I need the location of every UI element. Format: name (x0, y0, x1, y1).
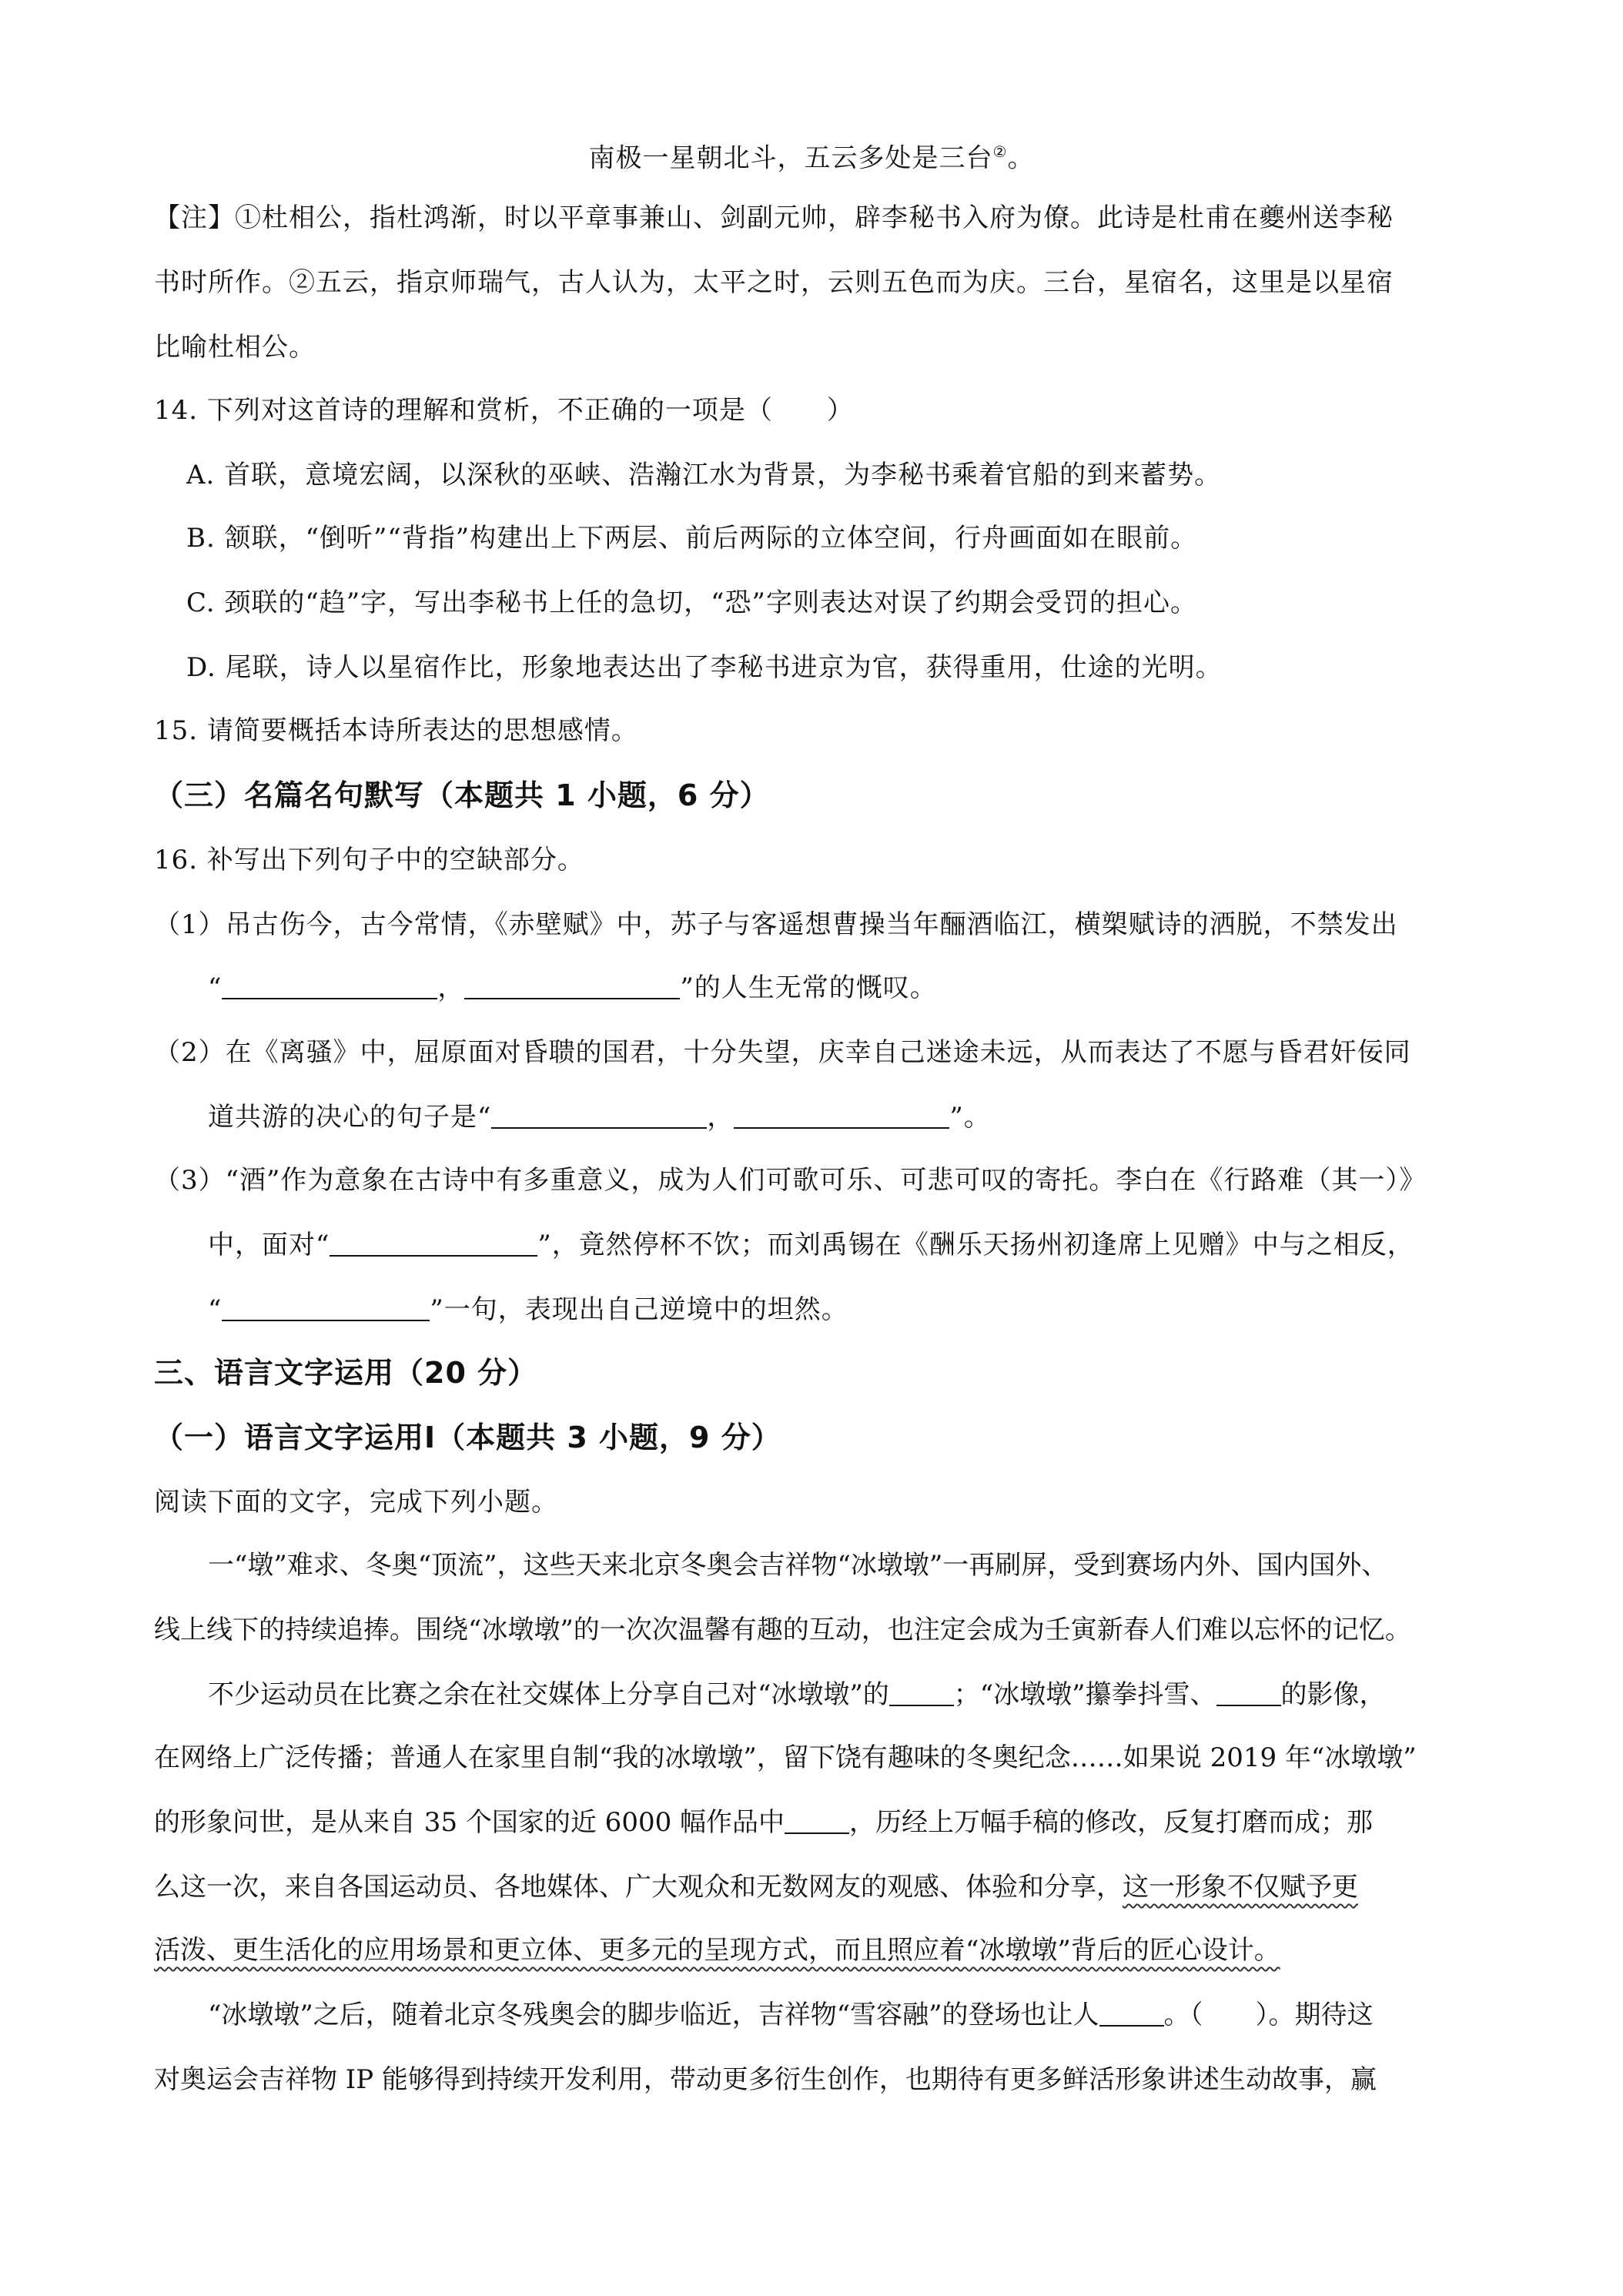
q16-part1-line2 (208, 969, 937, 1007)
passage-p2-line1 (208, 1675, 1386, 1714)
q14-option-c: C. 颈联的“趋”字，写出李秘书上任的急切，“恐”字则表达对误了约期会受罚的担心。 (186, 587, 1197, 618)
sentence-middle: ”，竟然停杯不饮；而刘禹锡在《酬乐天扬州初逢席上见赠》中与之相反， (537, 1230, 1414, 1260)
q14-option-a: A. 首联，意境宏阔，以深秋的巫峡、浩瀚江水为背景，为李秘书乘着官船的到来蓄势。 (186, 460, 1222, 490)
wavy-underlined-text: 活泼、更生活化的应用场景和更立体、更多元的呈现方式，而且照应着“冰墩墩”背后的匠心设计。 (154, 1935, 1280, 1966)
q14-option-d: D. 尾联，诗人以星宿作比，形象地表达出了李秘书进京为官，获得重用，仕途的光明。 (186, 652, 1223, 683)
q16-part3-line3 (208, 1290, 848, 1329)
fill-blank[interactable] (785, 1806, 849, 1834)
q16-part2-line1: （2）在《离骚》中，屈原面对昏聩的国君，十分失望，庆幸自己迷途未远，从而表达了不愿与昏君奸佞同 (154, 1037, 1411, 1068)
text-segment: 么这一次，来自各国运动员、各地媒体、广大观众和无数网友的观感、体验和分享， (154, 1872, 1123, 1903)
q14-option-b: B. 颔联，“倒听”“背指”构建出上下两层、前后两际的立体空间，行舟画面如在眼前。 (186, 523, 1198, 554)
wavy-underlined-text: 这一形象不仅赋予更 (1123, 1872, 1358, 1903)
section-heading: 三、语言文字运用（20 分） (154, 1356, 538, 1390)
fill-blank[interactable] (222, 1294, 430, 1321)
open-quote: “ (208, 1294, 223, 1325)
fill-blank[interactable] (1099, 1999, 1164, 2027)
note-line-1: 【注】①杜相公，指杜鸿渐，时以平章事兼山、剑副元帅，辟李秘书入府为僚。此诗是杜甫在夔州送李秘 (154, 202, 1394, 233)
text-segment: 的形象问世，是从来自 35 个国家的近 6000 幅作品中 (154, 1807, 785, 1838)
q16-part3-line1: （3）“酒”作为意象在古诗中有多重意义，成为人们可歌可乐、可悲可叹的寄托。李白在《行路难（其一）》 (154, 1165, 1427, 1196)
passage-p3-line2: 对奥运会吉祥物 IP 能够得到持续开发利用，带动更多衍生创作，也期待有更多鲜活形象讲述生动故事，赢 (154, 2064, 1377, 2095)
passage-p2-line5 (154, 1931, 1280, 1970)
question-15: 15. 请简要概括本诗所表达的思想感情。 (154, 715, 638, 746)
sentence-end: ”的人生无常的慨叹。 (680, 972, 937, 1003)
sentence-end: ”。 (949, 1102, 991, 1133)
text-segment: ；“冰墩墩”攥拳抖雪、 (953, 1679, 1216, 1710)
passage-p2-line3 (154, 1803, 1373, 1842)
text-segment: 不少运动员在比赛之余在社交媒体上分享自己对“冰墩墩”的 (208, 1679, 889, 1710)
q16-part2-line2 (208, 1098, 991, 1136)
text-segment: 。（ ）。期待这 (1163, 2000, 1374, 2030)
footnote-marker: ② (992, 142, 1008, 161)
text-segment: “冰墩墩”之后，随着北京冬残奥会的脚步临近，吉祥物“雪容融”的登场也让人 (208, 2000, 1099, 2030)
comma: ， (437, 972, 465, 1003)
section-three-sub-heading: （三）名篇名句默写（本题共 1 小题，6 分） (154, 778, 770, 812)
question-16-stem: 16. 补写出下列句子中的空缺部分。 (154, 845, 584, 875)
text-segment: 的影像， (1280, 1679, 1386, 1710)
sentence-start: 道共游的决心的句子是“ (208, 1102, 492, 1133)
fill-blank[interactable] (464, 972, 680, 999)
poem-text: 南极一星朝北斗，五云多处是三台 (588, 142, 993, 174)
poem-line (0, 132, 1623, 177)
passage-p2-line2: 在网络上广泛传播；普通人在家里自制“我的冰墩墩”，留下饶有趣味的冬奥纪念……如果说 2019 年“冰墩墩” (154, 1742, 1417, 1773)
fill-blank[interactable] (1216, 1678, 1281, 1706)
note-line-2: 书时所作。②五云，指京师瑞气，古人认为，太平之时，云则五色而为庆。三台，星宿名，这里是以星宿 (154, 267, 1394, 298)
fill-blank[interactable] (222, 972, 437, 999)
note-line-3: 比喻杜相公。 (154, 332, 316, 363)
poem-end: 。 (1007, 142, 1035, 174)
sub-heading: （一）语言文字运用Ⅰ（本题共 3 小题，9 分） (154, 1421, 781, 1454)
fill-blank[interactable] (491, 1101, 707, 1129)
q16-part3-line2 (208, 1226, 1414, 1264)
reading-instruction: 阅读下面的文字，完成下列小题。 (154, 1487, 558, 1518)
comma: ， (707, 1102, 735, 1133)
passage-p1-line2: 线上线下的持续追捧。围绕“冰墩墩”的一次次温馨有趣的互动，也注定会成为壬寅新春人们难以忘怀的记忆。 (154, 1615, 1411, 1645)
text-segment: ，历经上万幅手稿的修改，反复打磨而成；那 (849, 1807, 1374, 1838)
passage-p3-line1 (208, 1996, 1374, 2034)
passage-p1-line1: 一“墩”难求、冬奥“顶流”，这些天来北京冬奥会吉祥物“冰墩墩”一再刷屏，受到赛场内外、国内国外、 (208, 1550, 1388, 1581)
q16-part1-line1: （1）吊古伤今，古今常情，《赤壁赋》中，苏子与客遥想曹操当年酾酒临江，横槊赋诗的洒脱，不禁发出 (154, 909, 1398, 940)
passage-p2-line4 (154, 1868, 1358, 1906)
open-quote: “ (208, 972, 223, 1003)
fill-blank[interactable] (330, 1229, 537, 1257)
question-14-stem: 14. 下列对这首诗的理解和赏析，不正确的一项是（ ） (154, 395, 854, 426)
sentence-start: 中，面对“ (208, 1230, 330, 1260)
fill-blank[interactable] (734, 1101, 949, 1129)
sentence-end: ”一句，表现出自己逆境中的坦然。 (430, 1294, 848, 1325)
fill-blank[interactable] (889, 1678, 954, 1706)
